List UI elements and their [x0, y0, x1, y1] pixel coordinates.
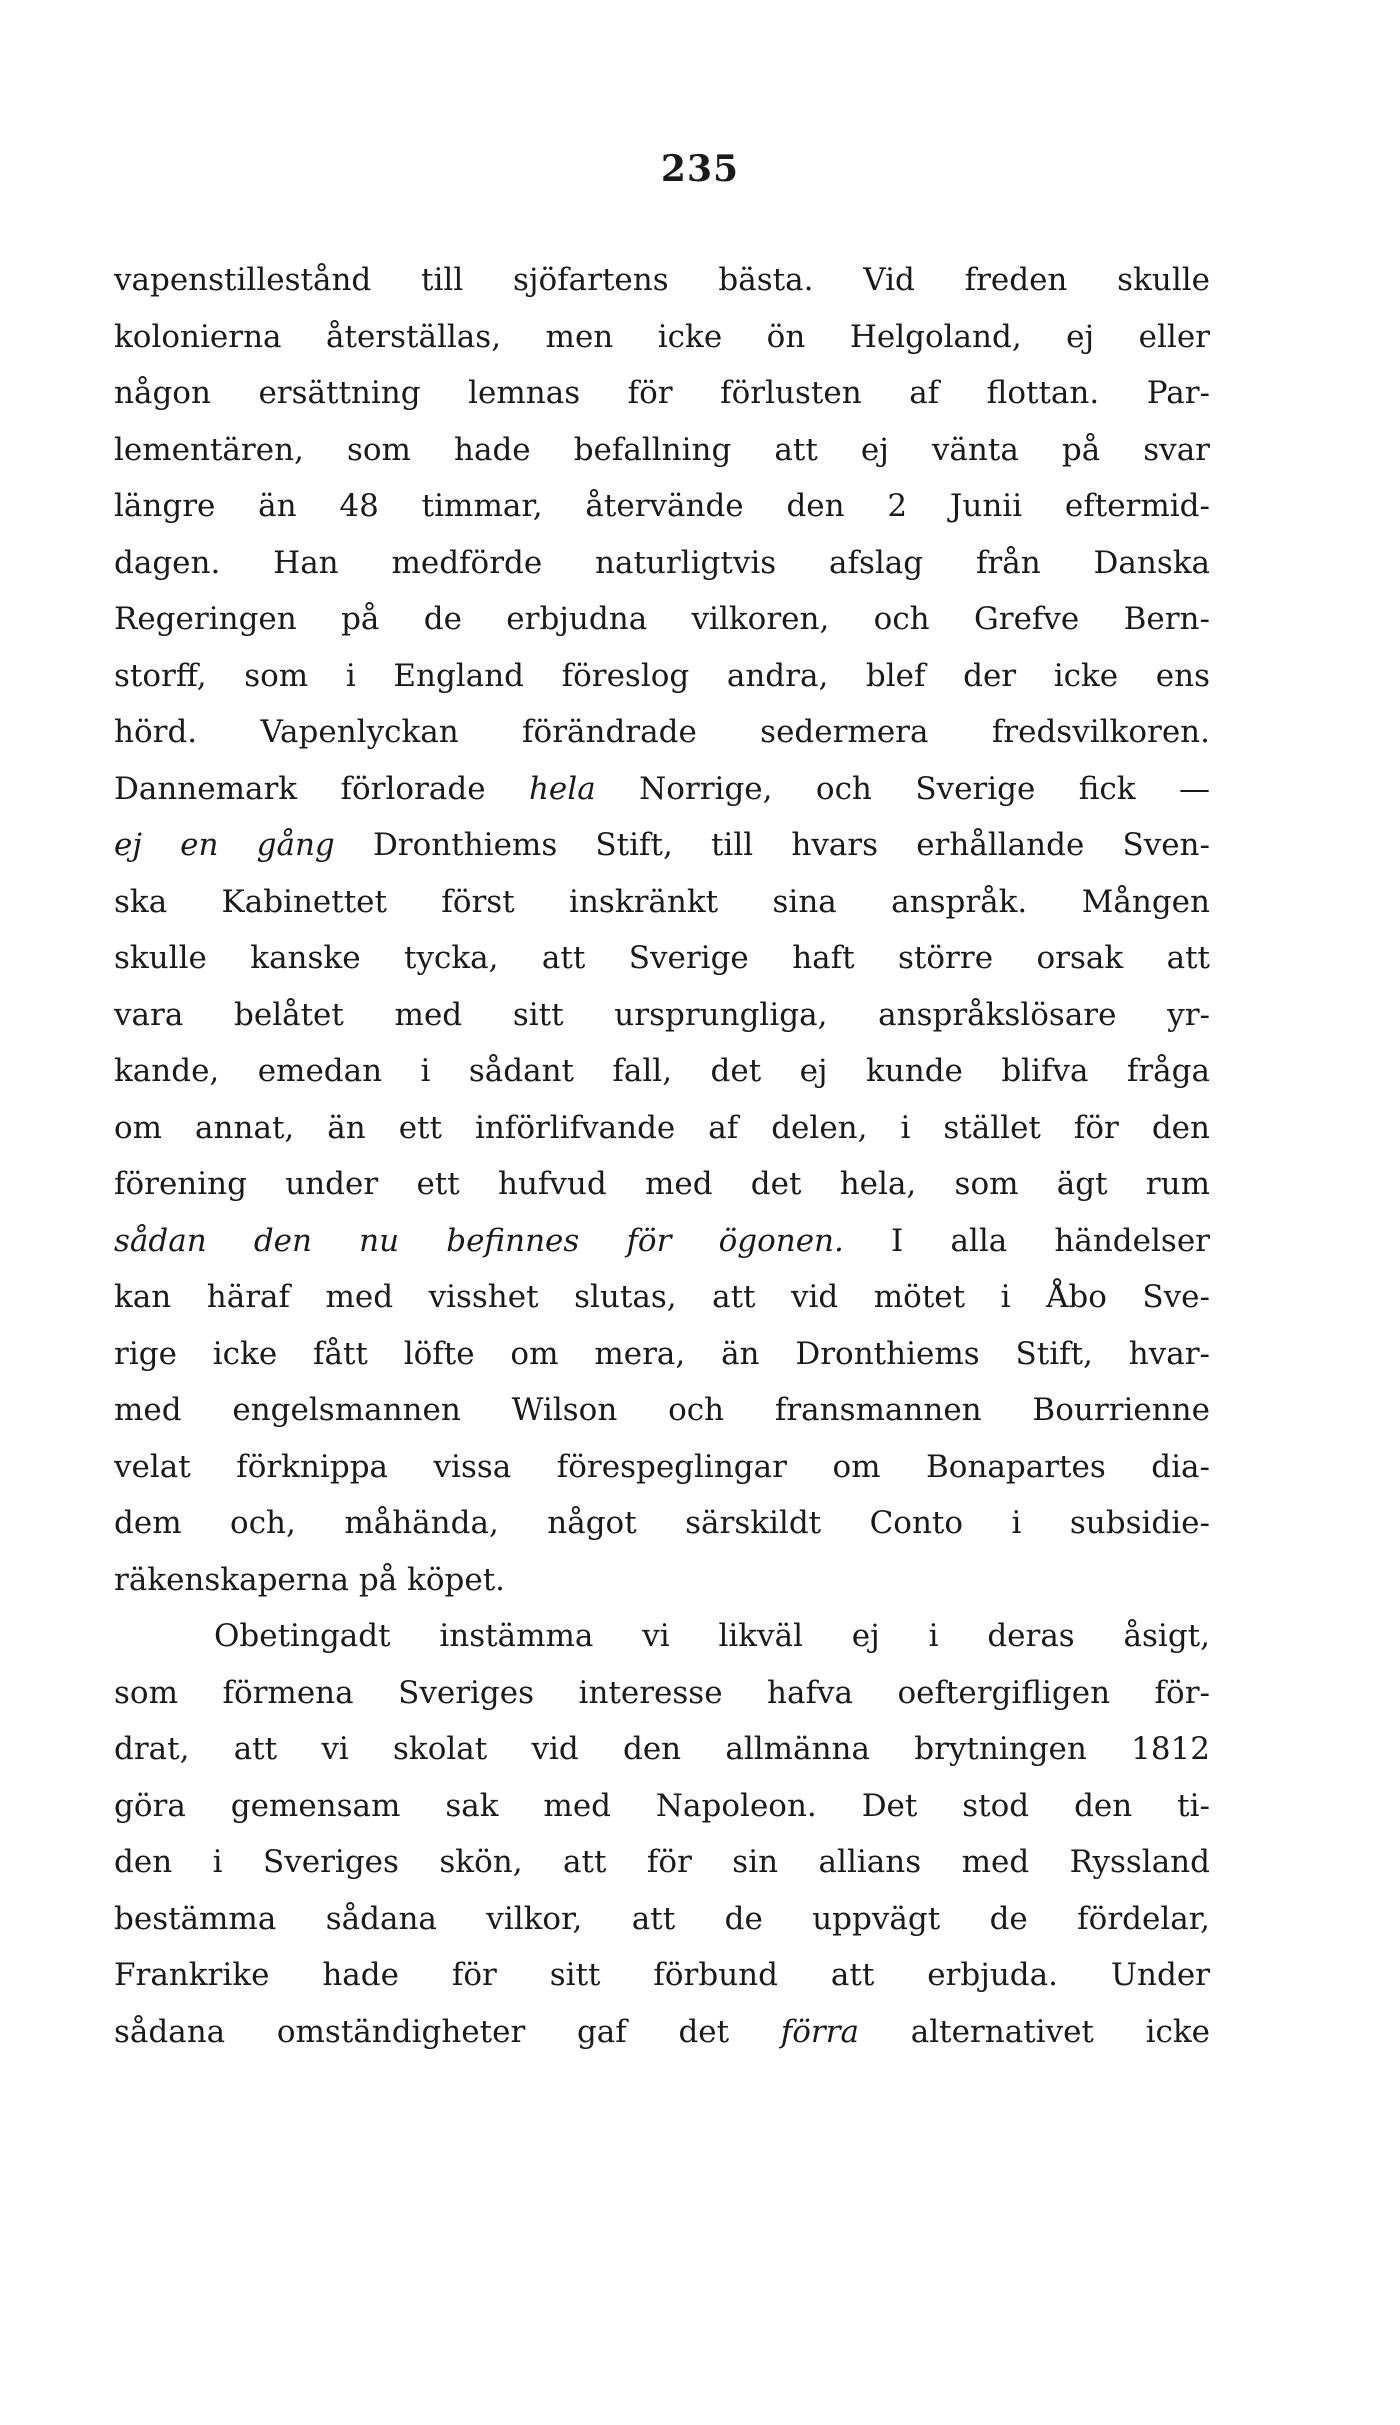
text-line: vara belåtet med sitt ursprungliga, anspråkslösare yr- — [114, 996, 1210, 1033]
text-line: om annat, än ett införlifvande af delen, i stället för den — [114, 1109, 1210, 1146]
text-segment: alternativet icke — [859, 2013, 1210, 2050]
text-line: lementären, som hade befallning att ej vänta på svar — [114, 431, 1210, 468]
text-line: den i Sveriges skön, att för sin allians med Ryssland — [114, 1844, 1210, 1880]
page-number: 235 — [660, 148, 740, 190]
text-line: göra gemensam sak med Napoleon. Det stod den ti- — [114, 1787, 1210, 1824]
text-line: kande, emedan i sådant fall, det ej kunde blifva fråga — [114, 1053, 1210, 1089]
text-segment: Norrige, och Sverige fick — — [595, 770, 1210, 807]
text-line — [114, 1213, 1210, 1270]
text-line: räkenskaperna på köpet. — [114, 1561, 506, 1598]
text-line: Obetingadt instämma vi likväl ej i deras åsigt, — [214, 1618, 1210, 1654]
text-line: Regeringen på de erbjudna vilkoren, och Grefve Bern- — [114, 601, 1210, 637]
text-segment: Dannemark förlorade — [114, 770, 529, 807]
text-line: drat, att vi skolat vid den allmänna brytningen 1812 — [114, 1731, 1210, 1767]
text-line — [114, 761, 1210, 818]
italic-emphasis: ej en gång — [114, 827, 335, 863]
text-line: med engelsmannen Wilson och fransmannen Bourrienne — [114, 1392, 1210, 1428]
italic-emphasis: hela — [528, 770, 596, 807]
body-text — [114, 252, 1210, 2060]
text-line: dagen. Han medförde naturligtvis afslag från Danska — [114, 544, 1210, 581]
text-line — [114, 2004, 1210, 2061]
text-line — [114, 817, 1210, 874]
text-line: dem och, måhända, något särskildt Conto i subsidie- — [114, 1505, 1210, 1541]
text-line: storff, som i England föreslog andra, blef der icke ens — [114, 657, 1210, 694]
text-line: velat förknippa vissa förespeglingar om Bonapartes dia- — [114, 1448, 1210, 1485]
text-line: förening under ett hufvud med det hela, som ägt rum — [114, 1166, 1210, 1202]
text-line: bestämma sådana vilkor, att de uppvägt de fördelar, — [114, 1900, 1210, 1937]
text-segment: I alla händelser — [843, 1222, 1210, 1259]
text-line: hörd. Vapenlyckan förändrade sedermera fredsvilkoren. — [114, 714, 1210, 750]
text-segment: sådana omständigheter gaf det — [114, 2013, 781, 2050]
text-line: rige icke fått löfte om mera, än Dronthiems Stift, hvar- — [114, 1335, 1210, 1372]
italic-emphasis: sådan den nu befinnes för ögonen. — [114, 1222, 844, 1259]
text-line: kan häraf med visshet slutas, att vid mötet i Åbo Sve- — [114, 1279, 1210, 1315]
text-segment: Dronthiems Stift, till hvars erhållande Sven- — [334, 827, 1210, 863]
text-line: längre än 48 timmar, återvände den 2 Junii eftermid- — [114, 488, 1210, 524]
text-line: någon ersättning lemnas för förlusten af flottan. Par- — [114, 375, 1210, 411]
text-line: skulle kanske tycka, att Sverige haft större orsak att — [114, 940, 1210, 976]
text-line: som förmena Sveriges interesse hafva oeftergifligen för- — [114, 1674, 1210, 1711]
italic-emphasis: förra — [780, 2013, 860, 2050]
text-line: Frankrike hade för sitt förbund att erbjuda. Under — [114, 1957, 1210, 1993]
text-line: ska Kabinettet först inskränkt sina anspråk. Mången — [114, 883, 1210, 920]
text-line: vapenstillestånd till sjöfartens bästa. Vid freden skulle — [114, 262, 1210, 298]
text-line: kolonierna återställas, men icke ön Helgoland, ej eller — [114, 318, 1210, 355]
